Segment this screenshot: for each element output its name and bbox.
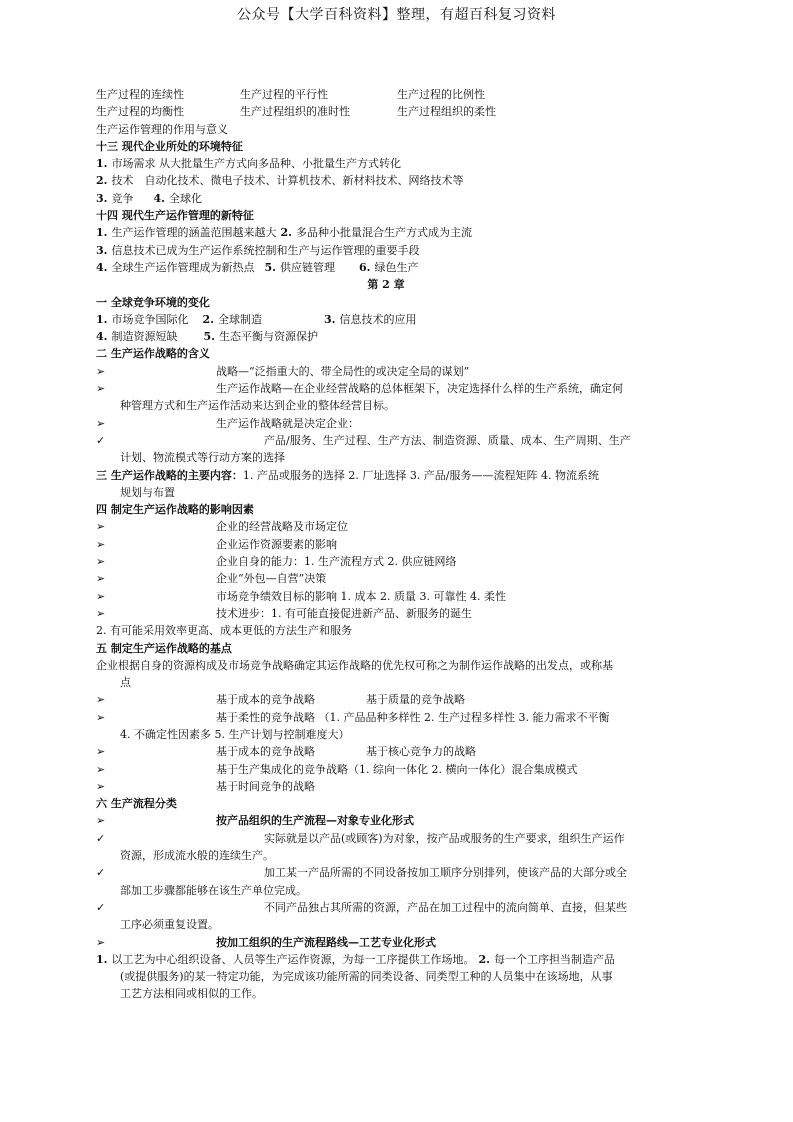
list-item: 3. 竞争 4. 全球化: [96, 191, 202, 205]
bullet-item: [96, 380, 676, 397]
check-continuation: 工序必须重复设置。: [120, 918, 219, 932]
bullet-text: 企业“外包—自营”决策: [216, 572, 327, 586]
list-item-text: 全球制造: [217, 312, 262, 326]
list-item-text: 每一个工序担当制造产品: [493, 952, 615, 966]
c5-heading: 五 制定生产运作战略的基点: [96, 641, 232, 655]
list-item-text: 全球生产运作管理成为新热点: [111, 260, 255, 274]
bullet-item: [96, 743, 676, 760]
bullet-text: 技术进步：1. 有可能直接促进新产品、新服务的诞生: [216, 606, 472, 620]
check-icon: ✓: [96, 866, 106, 880]
list-item: 1. 以工艺为中心组织设备、人员等生产运作资源，为每一工序提供工作场地。 2. 每一个工序担当制造产品: [96, 952, 615, 966]
list-item: 1. 市场需求 从大批量生产方式向多品种、小批量生产方式转化: [96, 157, 401, 171]
list-item-text: 制造资源短缺: [111, 330, 178, 344]
bullet-text: 按加工组织的生产流程路线—工艺专业化形式: [216, 935, 436, 949]
list-item-text: 多品种小批量混合生产方式成为主流: [295, 226, 472, 240]
bullet-text: 战略—“泛指重大的、带全局性的或决定全局的谋划”: [216, 364, 470, 378]
intro-row: [96, 103, 676, 120]
bullet-continuation: 种管理方式和生产运作活动来达到企业的整体经营目标。: [120, 399, 395, 413]
arrow-icon: ➢: [96, 745, 106, 759]
bullet-item: [96, 588, 676, 605]
list-item: 3. 信息技术已成为生产运作系统控制和生产与运作管理的重要手段: [96, 243, 420, 257]
arrow-icon: ➢: [96, 537, 106, 551]
bullet-item: [96, 934, 676, 951]
bullet-text: 市场竞争绩效目标的影响 1. 成本 2. 质量 3. 可靠性 4. 柔性: [216, 589, 506, 603]
check-text: 不同产品独占其所需的资源，产品在加工过程中的流向简单、直接，但某些: [264, 900, 627, 914]
list-item-text: 以工艺为中心组织设备、人员等生产运作资源，为每一工序提供工作场地。: [111, 952, 475, 966]
bullet-text: 基于时间竞争的战略: [216, 779, 315, 793]
check-item: [96, 830, 676, 847]
bullet-text: 企业的经营战略及市场定位: [216, 520, 348, 534]
c3-continuation: 规划与布置: [120, 485, 175, 499]
c4-after: 2. 有可能采用效率更高、成本更低的方法生产和服务: [96, 624, 352, 638]
intro-item: 生产过程组织的柔性: [397, 105, 496, 119]
bullet-item: [96, 778, 676, 795]
list-item-text: 供应链管理: [279, 260, 335, 274]
list-item-text: 绿色生产: [374, 260, 419, 274]
section-13-heading: 十三 现代企业所处的环境特征: [96, 139, 243, 153]
list-item-text: 信息技术的应用: [339, 312, 417, 326]
bullet-text: 基于柔性的竞争战略 （1. 产品品种多样性 2. 生产过程多样性 3. 能力需求不平衡: [216, 710, 610, 724]
bullet-text: 基于生产集成化的竞争战略（1. 综向一体化 2. 横向一体化）混合集成模式: [216, 762, 578, 776]
check-icon: ✓: [96, 433, 106, 447]
bullet-text: 基于质量的竞争战略: [366, 693, 465, 707]
page-header: 公众号【大学百科资料】整理，有超百科复习资料: [237, 7, 556, 23]
bullet-item: [96, 363, 676, 380]
arrow-icon: ➢: [96, 693, 106, 707]
c4-heading: 四 制定生产运作战略的影响因素: [96, 503, 254, 517]
chapter-heading: 第 2 章: [367, 278, 405, 292]
document-body: [96, 86, 676, 1003]
bullet-item: [96, 761, 676, 778]
list-item: 1. 生产运作管理的涵盖范围越来越大 2. 多品种小批量混合生产方式成为主流: [96, 226, 472, 240]
bullet-item: [96, 518, 676, 535]
list-item-text: 技术 自动化技术、微电子技术、计算机技术、新材料技术、网络技术等: [111, 174, 464, 188]
intro-item: 生产过程的比例性: [397, 88, 485, 101]
bullet-item: [96, 415, 676, 432]
intro-item: 生产过程的连续性: [96, 88, 184, 101]
bullet-continuation: 4. 不确定性因素多 5. 生产计划与控制难度大）: [120, 727, 350, 741]
list-item-text: 市场需求 从大批量生产方式向多品种、小批量生产方式转化: [111, 157, 401, 171]
arrow-icon: ➢: [96, 364, 106, 378]
arrow-icon: ➢: [96, 606, 106, 620]
intro-row: [96, 86, 676, 103]
bullet-item: [96, 709, 676, 726]
check-continuation: 部加工步骤都能够在该生产单位完成。: [120, 883, 307, 897]
c2-heading: 二 生产运作战略的含义: [96, 347, 210, 361]
list-item-text: 竞争: [111, 191, 134, 205]
arrow-icon: ➢: [96, 416, 106, 430]
arrow-icon: ➢: [96, 589, 106, 603]
check-continuation: 资源，形成流水般的连续生产。: [120, 849, 274, 863]
check-text: 实际就是以产品(或顾客)为对象，按产品或服务的生产要求，组织生产运作: [264, 831, 625, 845]
list-item-text: 生态平衡与资源保护: [218, 330, 318, 344]
arrow-icon: ➢: [96, 710, 106, 724]
arrow-icon: ➢: [96, 779, 106, 793]
check-icon: ✓: [96, 831, 106, 845]
c3-row: [96, 467, 676, 484]
check-item: [96, 432, 676, 449]
bullet-text: 基于成本的竞争战略: [216, 745, 315, 759]
check-continuation: 计划、物流模式等行动方案的选择: [120, 451, 285, 465]
intro-item: 生产过程的均衡性: [96, 105, 184, 119]
list-item-text: 生产运作管理的涵盖范围越来越大: [111, 226, 277, 240]
c5-text: 企业根据自身的资源构成及市场竞争战略确定其运作战略的优先权可称之为制作运作战略的出发点，或称基: [96, 658, 613, 672]
list-item: 4. 全球生产运作管理成为新热点 5. 供应链管理 6. 绿色生产: [96, 260, 419, 274]
list-item: 1. 市场竞争国际化 2. 全球制造 3. 信息技术的应用: [96, 312, 417, 326]
c1-heading: 一 全球竞争环境的变化: [96, 295, 210, 309]
list-item: 4. 制造资源短缺 5. 生态平衡与资源保护: [96, 330, 318, 344]
bullet-item: [96, 691, 676, 708]
bullet-item: [96, 812, 676, 829]
intro-row: 生产运作管理的作用与意义: [96, 122, 228, 136]
arrow-icon: ➢: [96, 935, 106, 949]
section-14-heading: 十四 现代生产运作管理的新特征: [96, 209, 254, 223]
list-item-text: 全球化: [168, 191, 202, 205]
bullet-text: 企业自身的能力：1. 生产流程方式 2. 供应链网络: [216, 555, 457, 569]
c6-heading: 六 生产流程分类: [96, 797, 177, 811]
list-item-text: 市场竞争国际化: [111, 312, 189, 326]
arrow-icon: ➢: [96, 555, 106, 569]
arrow-icon: ➢: [96, 572, 106, 586]
bullet-text: 企业运作资源要素的影响: [216, 537, 337, 551]
list-continuation: 工艺方法相同或相似的工作。: [120, 987, 263, 1001]
c5-continuation: 点: [120, 676, 131, 690]
bullet-text: 基于成本的竞争战略: [216, 693, 315, 707]
bullet-text: 生产运作战略—在企业经营战略的总体框架下，决定选择什么样的生产系统，确定何: [216, 382, 623, 396]
bullet-text: 基于核心竞争力的战略: [366, 745, 476, 759]
arrow-icon: ➢: [96, 814, 106, 828]
bullet-item: [96, 570, 676, 587]
arrow-icon: ➢: [96, 520, 106, 534]
bullet-text: 按产品组织的生产流程—对象专业化形式: [216, 814, 414, 828]
arrow-icon: ➢: [96, 382, 106, 396]
bullet-item: [96, 536, 676, 553]
check-item: [96, 899, 676, 916]
list-continuation: (或提供服务)的某一特定功能，为完成该功能所需的同类设备、同类型工种的人员集中在该场地，从事: [120, 970, 613, 984]
bullet-item: [96, 605, 676, 622]
intro-item: 生产过程的平行性: [240, 88, 328, 101]
check-text: 加工某一产品所需的不同设备按加工顺序分别排列，使该产品的大部分或全: [264, 866, 627, 880]
check-text: 产品/服务、生产过程、生产方法、制造资源、质量、成本、生产周期、生产: [264, 433, 631, 447]
list-item: 2. 技术 自动化技术、微电子技术、计算机技术、新材料技术、网络技术等: [96, 174, 464, 188]
check-item: [96, 864, 676, 881]
c3-heading: 三 生产运作战略的主要内容：: [96, 468, 243, 482]
arrow-icon: ➢: [96, 762, 106, 776]
c3-text: 1. 产品或服务的选择 2. 厂址选择 3. 产品/服务——流程矩阵 4. 物流系统: [242, 468, 600, 482]
bullet-item: [96, 553, 676, 570]
intro-item: 生产过程组织的准时性: [240, 105, 350, 119]
bullet-text: 生产运作战略就是决定企业：: [216, 416, 359, 430]
check-icon: ✓: [96, 900, 106, 914]
list-item-text: 信息技术已成为生产运作系统控制和生产与运作管理的重要手段: [111, 243, 420, 257]
